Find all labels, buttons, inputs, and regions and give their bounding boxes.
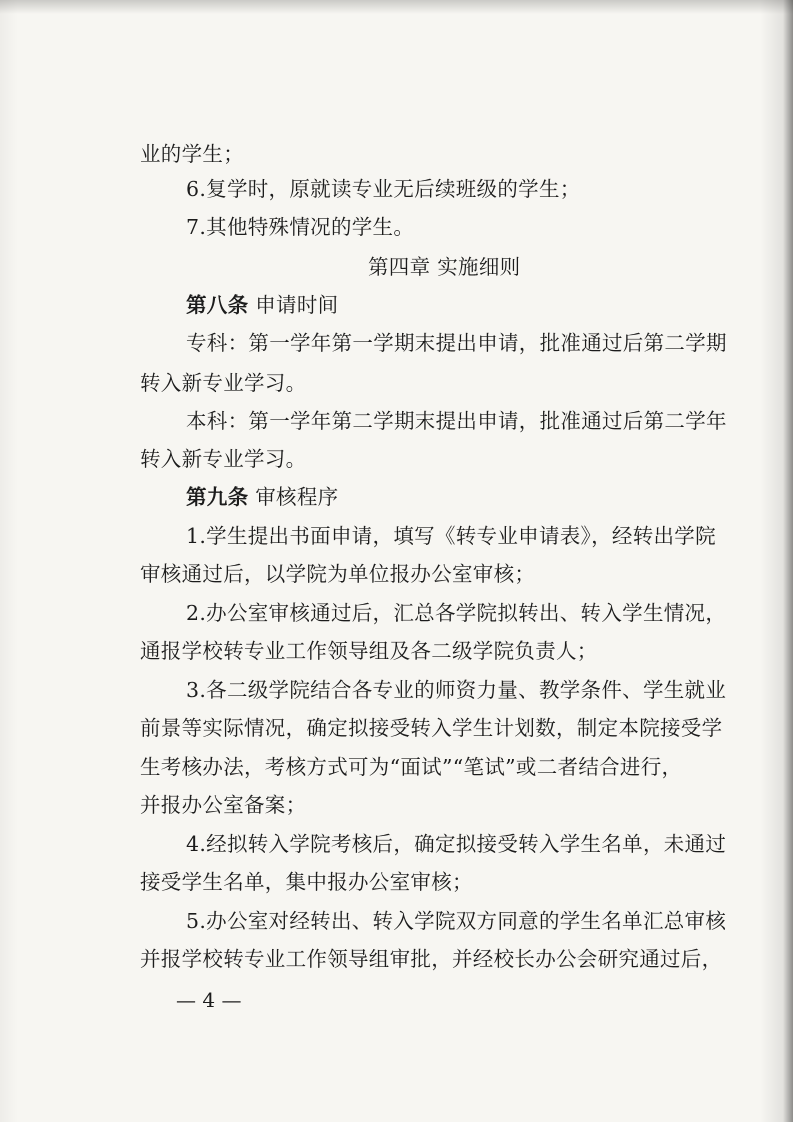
body-line: 接受学生名单，集中报办公室审核； bbox=[140, 870, 473, 894]
page-number: — 4 — bbox=[176, 988, 242, 1012]
article-label: 第九条 bbox=[186, 485, 249, 509]
list-item: 2.办公室审核通过后，汇总各学院拟转出、转入学生情况， bbox=[186, 601, 727, 625]
body-line: 本科：第一学年第二学期末提出申请，批准通过后第二学年 bbox=[186, 409, 727, 433]
body-line: 专科：第一学年第一学期末提出申请，批准通过后第二学期 bbox=[186, 331, 727, 355]
article-heading bbox=[0, 479, 793, 515]
list-item: 7.其他特殊情况的学生。 bbox=[186, 215, 415, 239]
article-heading bbox=[0, 287, 793, 323]
body-line: 转入新专业学习。 bbox=[140, 371, 307, 395]
body-line: 转入新专业学习。 bbox=[140, 447, 307, 471]
article-label: 第八条 bbox=[186, 293, 249, 317]
body-line: 并报办公室备案； bbox=[140, 793, 307, 817]
list-item: 1.学生提出书面申请，填写《转专业申请表》，经转出学院 bbox=[186, 524, 716, 548]
list-item: 6.复学时，原就读专业无后续班级的学生； bbox=[186, 177, 581, 201]
chapter-heading: 第四章 实施细则 bbox=[368, 255, 521, 279]
list-item: 3.各二级学院结合各专业的师资力量、教学条件、学生就业 bbox=[186, 678, 727, 702]
body-line: 业的学生； bbox=[140, 142, 244, 166]
body-line: 生考核办法，考核方式可为“面试”“笔试”或二者结合进行， bbox=[140, 755, 683, 779]
list-item: 5.办公室对经转出、转入学院双方同意的学生名单汇总审核 bbox=[186, 909, 727, 933]
list-item: 4.经拟转入学院考核后，确定拟接受转入学生名单，未通过 bbox=[186, 832, 727, 856]
body-line: 前景等实际情况，确定拟接受转入学生计划数，制定本院接受学 bbox=[140, 716, 723, 740]
body-line: 审核通过后，以学院为单位报办公室审核； bbox=[140, 562, 536, 586]
article-title: 申请时间 bbox=[255, 293, 339, 317]
body-line: 通报学校转专业工作领导组及各二级学院负责人； bbox=[140, 639, 598, 663]
article-title: 审核程序 bbox=[255, 485, 339, 509]
body-line: 并报学校转专业工作领导组审批，并经校长办公会研究通过后， bbox=[140, 947, 723, 971]
